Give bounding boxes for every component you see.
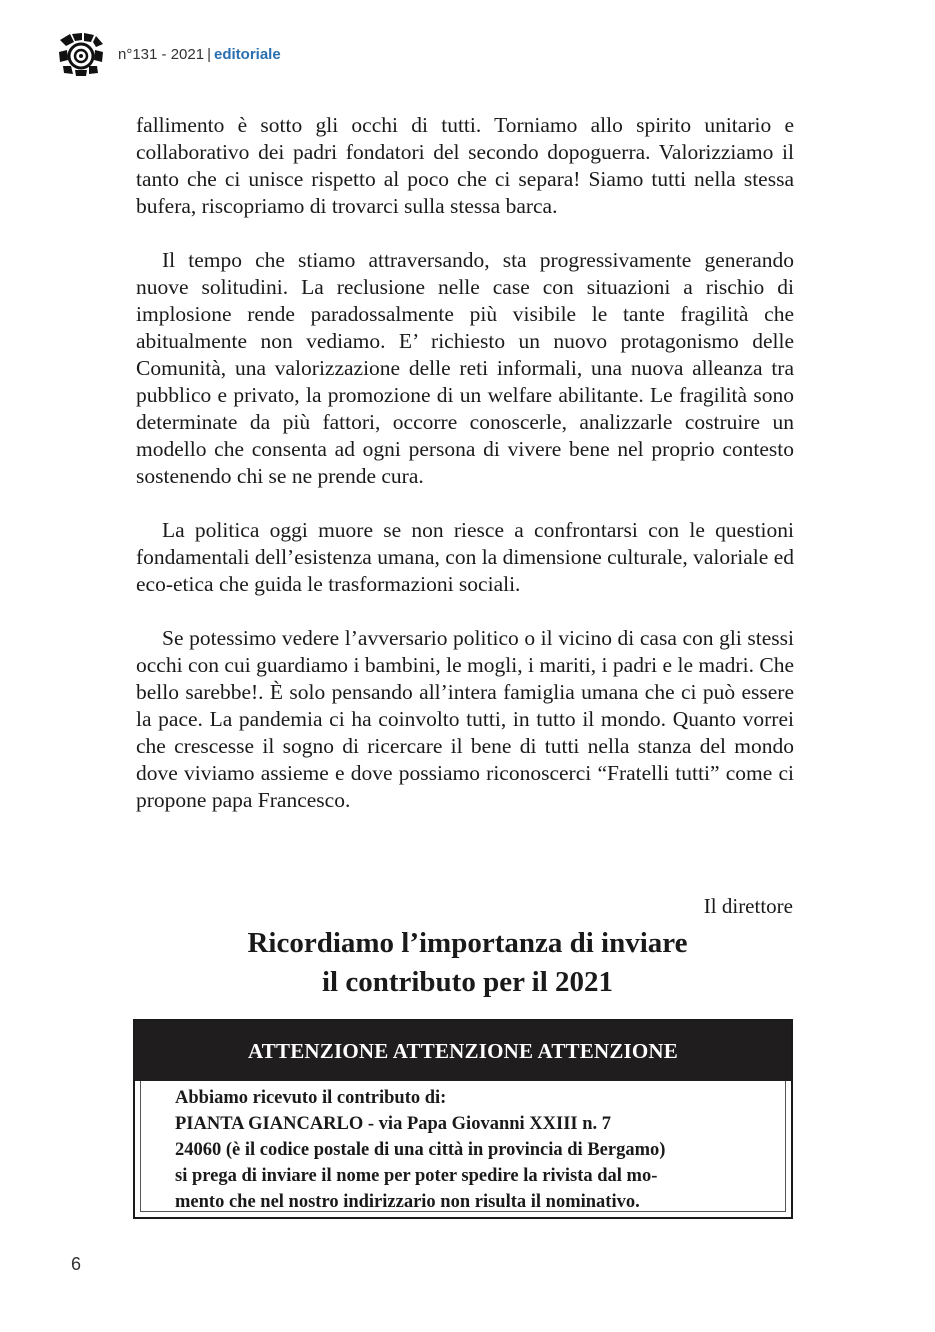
contribution-reminder [0, 924, 935, 1002]
notice-line-1: Abbiamo ricevuto il contributo di: [175, 1088, 447, 1108]
header-separator: | [207, 45, 211, 63]
notice-line-3: 24060 (è il codice postale di una città in provincia di Bergamo) [175, 1140, 666, 1160]
notice-line-5: mento che nel nostro indirizzario non risulta il nominativo. [175, 1192, 640, 1212]
issue-number: n°131 - 2021 [118, 45, 205, 63]
page-number: 6 [71, 1254, 82, 1274]
article-paragraph-3: La politica oggi muore se non riesce a confrontarsi con le questioni fondamentali dell’esistenza umana, con la dimensione culturale, valoriale ed eco-etica che guida le trasformazioni sociali. [136, 518, 794, 596]
article-signature: Il direttore [703, 894, 793, 918]
page-header [58, 32, 281, 76]
article-paragraph-1: fallimento è sotto gli occhi di tutti. Torniamo allo spirito unitario e collaborativo dei padri fondatori del secondo dopoguerra. Valorizziamo il tanto che ci unisce rispetto al poco che ci separa! Siamo tutti nella stessa bufera, riscopriamo di trovarci sulla stessa barca. [136, 113, 794, 218]
magazine-logo-icon [58, 32, 104, 76]
article-paragraph-4: Se potessimo vedere l’avversario politico o il vicino di casa con gli stessi occhi con cui guardiamo i bambini, le mogli, i mariti, i padri e le madri. Che bello sarebbe!. È solo pensando all’intera famiglia umana che ci può essere la pace. La pandemia ci ha coinvolto tutti, in tutto il mondo. Quanto vorrei che crescesse il sogno di ricercare il bene di tutti nella stanza del mondo dove viviamo assieme e dove possiamo riconoscerci “Fratelli tutti” come ci propone papa Francesco. [136, 626, 794, 812]
notice-body [175, 1085, 763, 1215]
notice-line-2: PIANTA GIANCARLO - via Papa Giovanni XXIII n. 7 [175, 1114, 612, 1134]
reminder-line-2: il contributo per il 2021 [321, 966, 614, 998]
attention-notice-box [133, 1019, 793, 1219]
notice-line-4: si prega di inviare il nome per poter spedire la rivista dal mo- [175, 1166, 658, 1186]
reminder-line-1: Ricordiamo l’importanza di inviare [247, 927, 688, 959]
notice-title: ATTENZIONE ATTENZIONE ATTENZIONE [135, 1021, 791, 1081]
article-paragraph-2: Il tempo che stiamo attraversando, sta progressivamente generando nuove solitudini. La reclusione nelle case con situazioni a rischio di implosione rende paradossalmente più visibile le tante fragilità che abitualmente non vediamo. E’ richiesto un nuovo protagonismo delle Comunità, una valorizzazione delle reti informali, una nuova alleanza tra pubblico e privato, la promozione di un welfare abilitante. Le fragilità sono determinate da più fattori, occorre conoscerle, analizzarle costruire un modello che consenta ad ogni persona di vivere bene nel proprio contesto sostenendo chi se ne prende cura. [136, 248, 794, 488]
article-body [136, 112, 794, 841]
section-label: editoriale [213, 45, 281, 63]
